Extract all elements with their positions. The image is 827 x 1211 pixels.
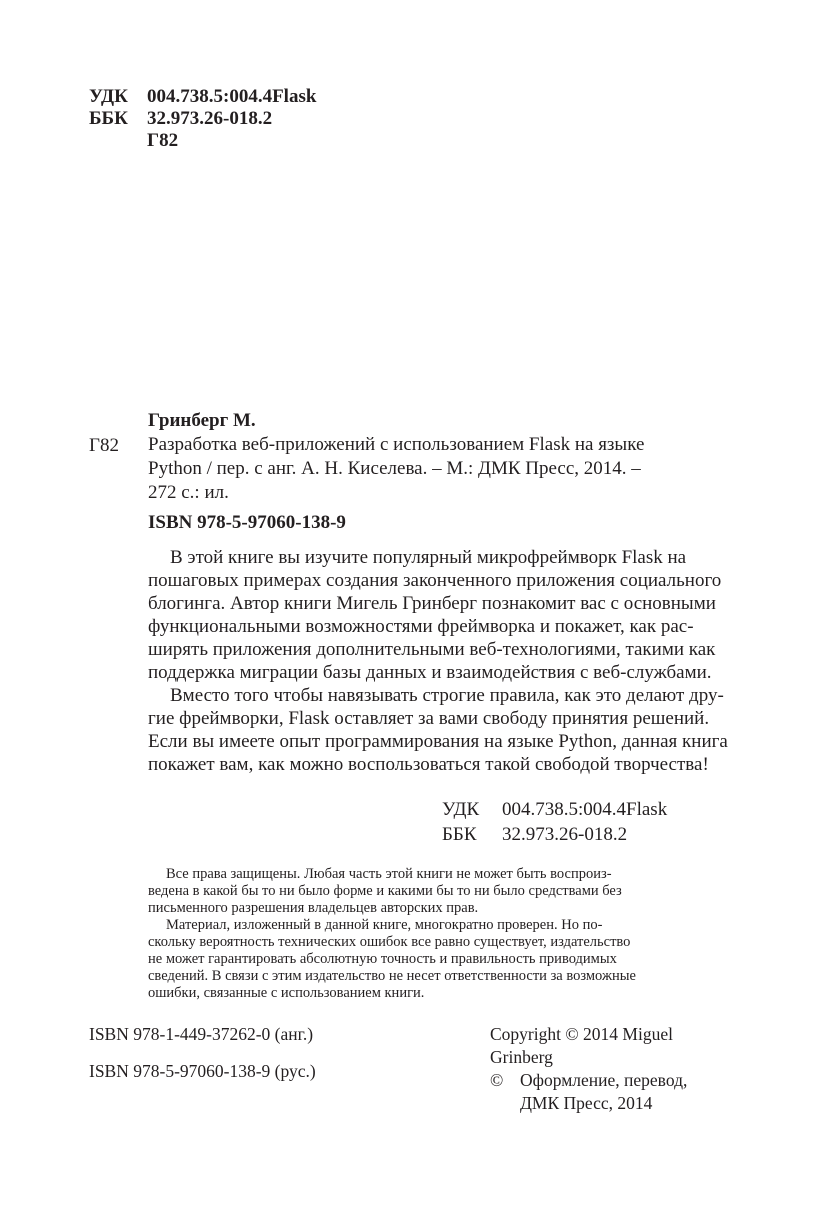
description-line: Python / пер. с анг. А. Н. Киселева. – М.: ДМК Пресс, 2014. – [148,458,641,479]
isbn-russian: ISBN 978-5-97060-138-9 (рус.) [89,1061,316,1081]
header-udk-value: 004.738.5:004.4Flask [147,86,317,107]
rights-line: ведена в какой бы то ни было форме и какими бы то ни было средствами без [148,883,622,899]
header-author-mark: Г82 [147,130,179,151]
copyright-symbol: © [490,1070,504,1090]
udk-label: УДК [442,799,480,820]
rights-line: Все права защищены. Любая часть этой книги не может быть воспроиз- [166,866,612,882]
header-bbk-label: ББК [89,108,128,129]
design-line: ДМК Пресс, 2014 [520,1093,653,1113]
classification-codes [442,797,667,847]
design-copyright-text [520,1069,687,1115]
abstract-line: поддержка миграции базы данных и взаимодействия с веб-службами. [148,662,712,683]
bbk-label: ББК [442,824,477,845]
udk-row [442,797,667,822]
udk-value: 004.738.5:004.4Flask [502,799,668,820]
abstract-line: ширять приложения дополнительными веб-технологиями, такими как [148,639,716,660]
record-isbn: ISBN 978-5-97060-138-9 [148,512,346,533]
abstract-line: пошаговых примерах создания законченного приложения социального [148,570,722,591]
rights-line: скольку вероятность технических ошибок все равно существует, издательство [148,934,631,950]
abstract-line: функциональными возможностями фреймворка и покажет, как рас- [148,616,694,637]
abstract-line: Если вы имеете опыт программирования на языке Python, данная книга [148,731,728,752]
description-line: Разработка веб-приложений с использованием Flask на языке [148,434,645,455]
rights-notice [148,866,740,1002]
header-bbk-value: 32.973.26-018.2 [147,108,273,129]
rights-line: письменного разрешения владельцев авторских прав. [148,900,479,916]
rights-line: сведений. В связи с этим издательство не несет ответственности за возможные [148,968,636,984]
abstract-line: В этой книге вы изучите популярный микрофреймворк Flask на [170,547,687,568]
copyright-line: Copyright © 2014 Miguel [490,1024,673,1044]
description-line: 272 с.: ил. [148,482,229,503]
isbn-english: ISBN 978-1-449-37262-0 (анг.) [89,1024,314,1044]
record-shelf-mark: Г82 [89,435,119,456]
record-description [148,433,740,505]
abstract-line: покажет вам, как можно воспользоваться такой свободой творчества! [148,754,709,775]
rights-line: ошибки, связанные с использованием книги. [148,985,425,1001]
copyright-notice [490,1023,740,1115]
abstract-line: Вместо того чтобы навязывать строгие правила, как это делают дру- [170,685,724,706]
design-copyright [490,1069,740,1115]
rights-line: не может гарантировать абсолютную точность и правильность приводимых [148,951,617,967]
abstract-line: гие фреймворки, Flask оставляет за вами свободу принятия решений. [148,708,710,729]
abstract-line: блогинга. Автор книги Мигель Гринберг познакомит вас с основными [148,593,716,614]
record-author: Гринберг М. [148,410,256,431]
header-udk-label: УДК [89,86,128,107]
bbk-row [442,822,667,847]
isbn-list [89,1023,316,1097]
header-bbk-row [89,108,316,130]
header-classification-codes [89,86,316,152]
bbk-value: 32.973.26-018.2 [502,824,628,845]
abstract [148,546,740,776]
header-author-mark-row [89,130,316,152]
rights-line: Материал, изложенный в данной книге, многократно проверен. Но по- [166,917,603,933]
design-line: Оформление, перевод, [520,1070,688,1090]
header-udk-row [89,86,316,108]
copyright-holder: Grinberg [490,1047,553,1067]
